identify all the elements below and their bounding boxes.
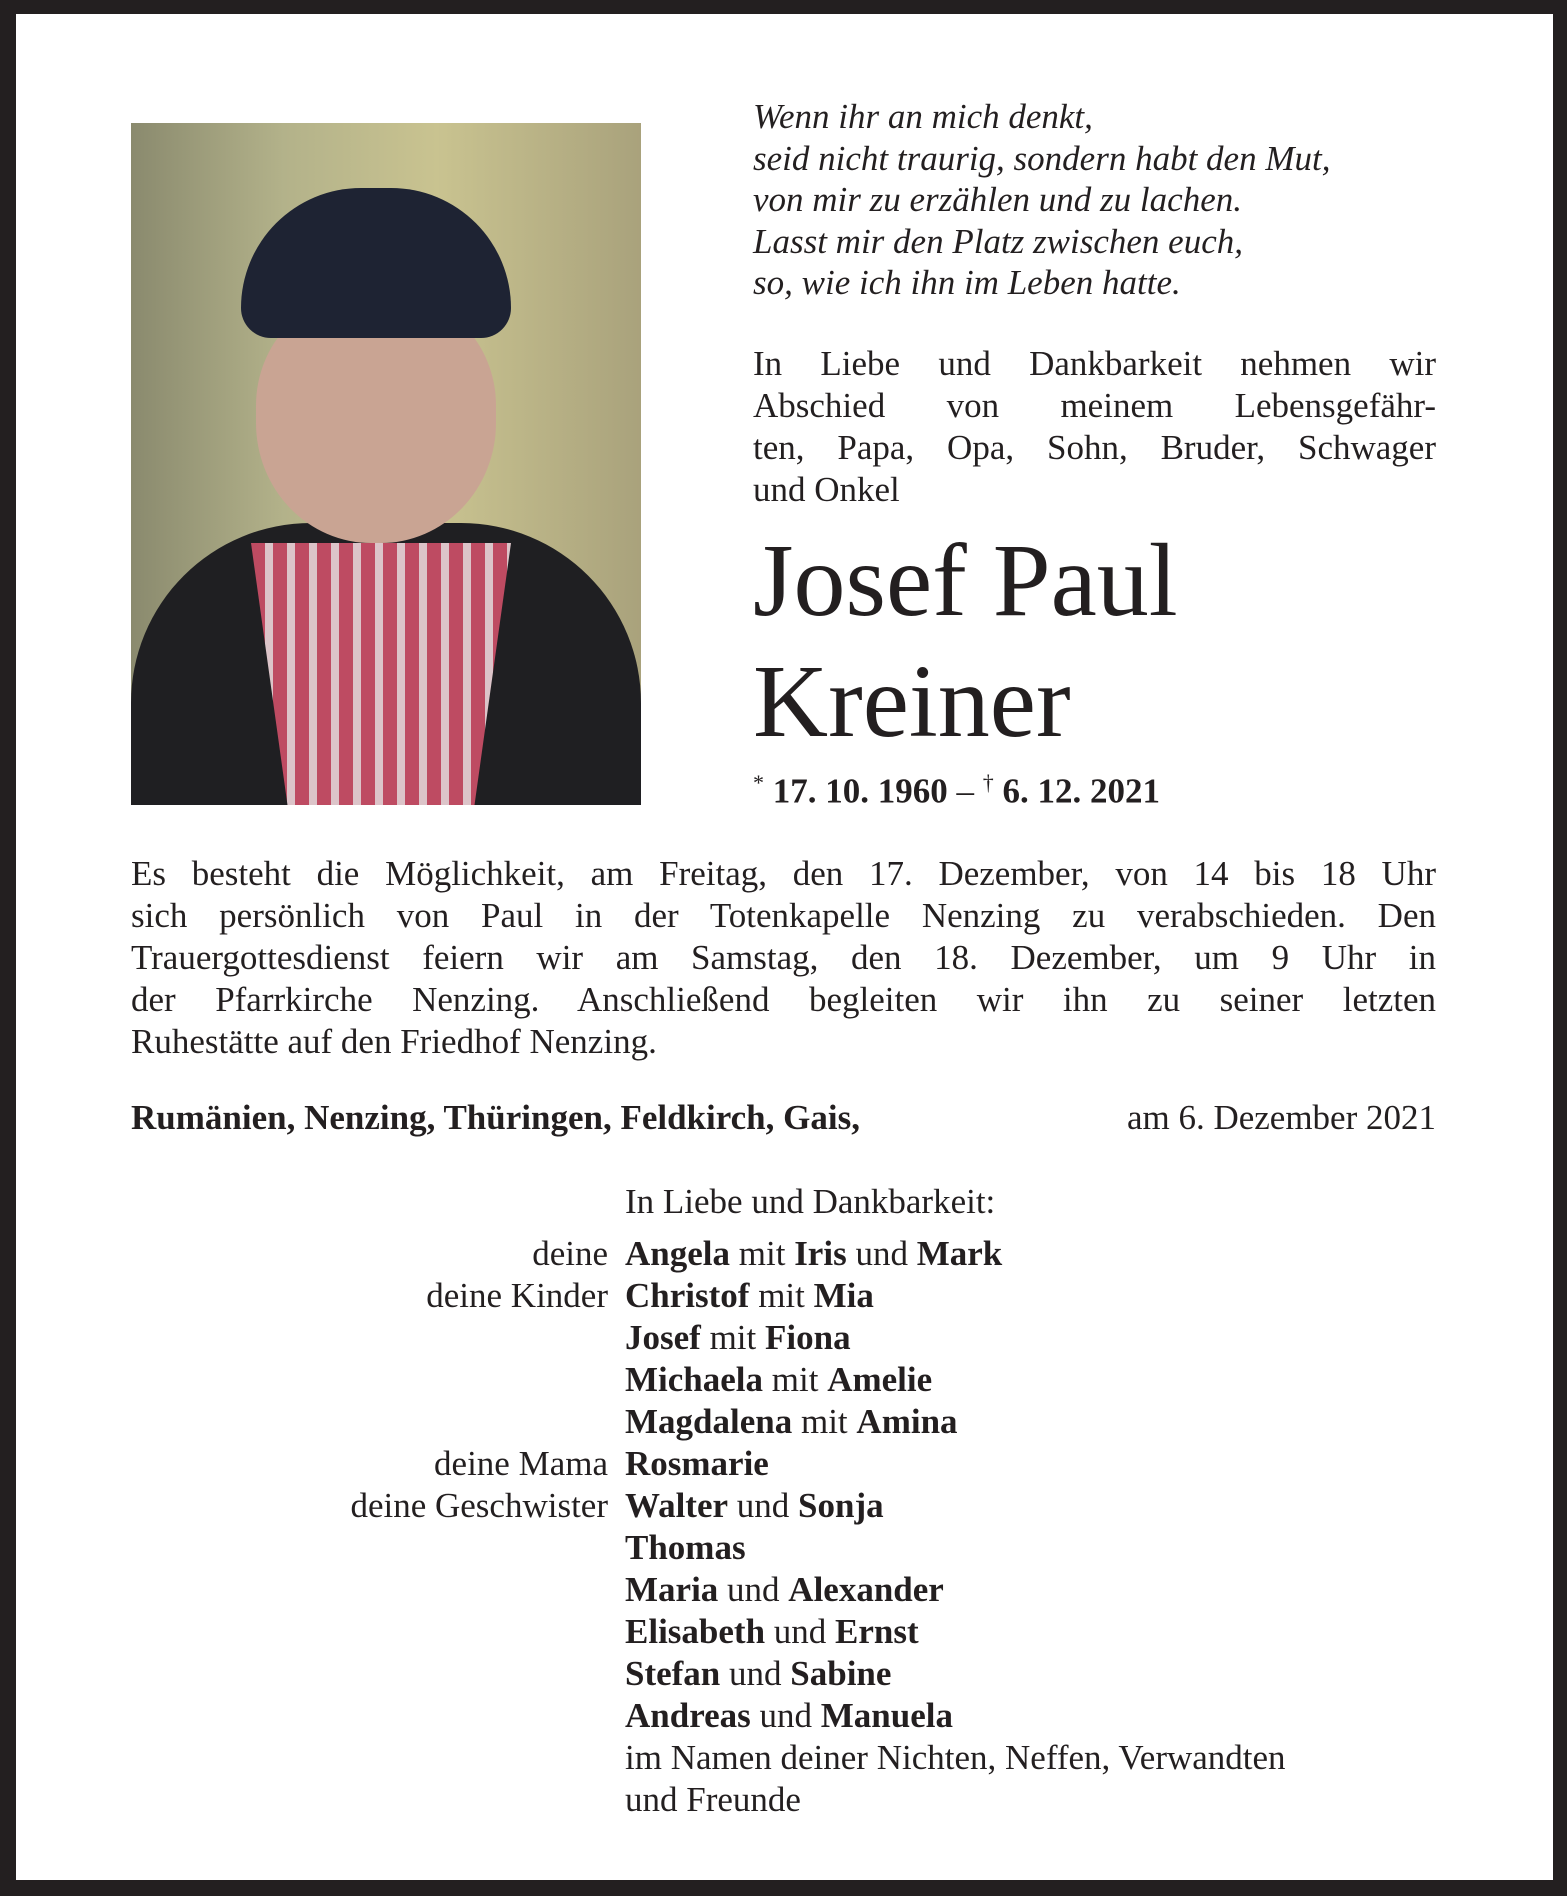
intro-line: ten, Papa, Opa, Sohn, Bruder, Schwager: [753, 428, 1436, 467]
connector-text: mit: [730, 1234, 795, 1273]
relation-label: [0, 1653, 625, 1695]
family-row: [0, 1653, 1567, 1695]
family-row: [0, 1737, 1567, 1779]
family-row: [0, 1359, 1567, 1401]
mourner-name: Alexander: [788, 1570, 944, 1609]
mourner-name: Amelie: [827, 1360, 933, 1399]
poem: [753, 96, 1330, 304]
relation-label: [0, 1527, 625, 1569]
intro-line: In Liebe und Dankbarkeit nehmen wir: [753, 344, 1436, 383]
mourner-names: [625, 1611, 919, 1653]
mourner-name: Amina: [856, 1402, 958, 1441]
mourner-names: [625, 1275, 874, 1317]
mourner-name: Michaela: [625, 1360, 764, 1399]
family-row: [0, 1779, 1567, 1821]
mourner-names: [625, 1443, 769, 1485]
relation-label: [0, 1317, 625, 1359]
mourner-names: [625, 1695, 953, 1737]
intro-line: Abschied von meinem Lebensgefähr-: [753, 386, 1436, 425]
relation-label: [0, 1695, 625, 1737]
family-row: [0, 1275, 1567, 1317]
mourner-name: Josef: [625, 1318, 701, 1357]
mourner-names: [625, 1737, 1286, 1779]
death-symbol: †: [982, 770, 994, 795]
connector-text: und: [750, 1696, 821, 1735]
intro-text: [753, 343, 1436, 511]
connector-text: und: [846, 1234, 917, 1273]
mourner-names: [625, 1233, 1002, 1275]
family-row: [0, 1695, 1567, 1737]
last-name: Kreiner: [753, 644, 1071, 759]
birth-symbol: *: [753, 770, 764, 795]
poem-line: Wenn ihr an mich denkt,: [753, 97, 1093, 136]
poem-line: seid nicht traurig, sondern habt den Mut,: [753, 138, 1331, 178]
mourner-name: Elisabeth: [625, 1612, 766, 1651]
poem-line: Lasst mir den Platz zwischen euch,: [753, 221, 1243, 261]
mourner-names: [625, 1317, 851, 1359]
poem-line: von mir zu erzählen und zu lachen.: [753, 180, 1242, 219]
mourner-name: Sonja: [798, 1486, 884, 1525]
mourner-names: [625, 1569, 944, 1611]
family-row: [0, 1527, 1567, 1569]
mourner-name: Stefan: [625, 1654, 721, 1693]
relation-label: deine Geschwister: [350, 1486, 608, 1525]
details-line: sich persönlich von Paul in der Totenkapelle Nenzing zu verabschieden. Den: [131, 896, 1436, 935]
relation-label: deine Kinder: [426, 1276, 608, 1315]
place-date-line: [131, 1098, 1436, 1138]
mourner-names: [625, 1653, 891, 1695]
mourner-name: Angela: [625, 1234, 730, 1273]
funeral-details: [131, 853, 1436, 1063]
family-row: [0, 1569, 1567, 1611]
connector-text: mit: [792, 1402, 857, 1441]
connector-text: mit: [749, 1276, 814, 1315]
date-separator: –: [947, 771, 983, 811]
details-line: Ruhestätte auf den Friedhof Nenzing.: [131, 1022, 657, 1061]
thanks-heading: In Liebe und Dankbarkeit:: [625, 1182, 996, 1221]
death-date: 6. 12. 2021: [1002, 771, 1160, 811]
family-row: [0, 1443, 1567, 1485]
family-row: [0, 1233, 1567, 1275]
mourner-names: [625, 1779, 801, 1821]
deceased-name: [753, 520, 1178, 762]
relation-label: [0, 1737, 625, 1779]
mourner-name: Andreas: [625, 1696, 751, 1735]
connector-text: und Freunde: [625, 1780, 801, 1819]
mourner-names: [625, 1485, 884, 1527]
connector-text: mit: [700, 1318, 765, 1357]
relation-label: deine Mama: [434, 1444, 608, 1483]
family-row: [0, 1401, 1567, 1443]
first-name: Josef Paul: [753, 523, 1178, 638]
relation-label: [0, 1569, 625, 1611]
mourner-name: Mark: [916, 1234, 1003, 1273]
connector-text: im Namen deiner Nichten, Neffen, Verwandten: [625, 1738, 1286, 1777]
details-line: der Pfarrkirche Nenzing. Anschließend begleiten wir ihn zu seiner letzten: [131, 980, 1436, 1019]
mourner-name: Fiona: [765, 1318, 851, 1357]
places: Rumänien, Nenzing, Thüringen, Feldkirch, Gais,: [131, 1098, 860, 1137]
connector-text: und: [720, 1654, 791, 1693]
details-line: Trauergottesdienst feiern wir am Samstag, den 18. Dezember, um 9 Uhr in: [131, 938, 1436, 977]
life-dates: [753, 770, 1160, 812]
connector-text: und: [728, 1486, 799, 1525]
relation-label: [0, 1359, 625, 1401]
mourner-name: Walter: [625, 1486, 729, 1525]
mourner-name: Magdalena: [625, 1402, 793, 1441]
mourner-name: Manuela: [820, 1696, 953, 1735]
mourner-name: Mia: [813, 1276, 874, 1315]
mourner-name: Christof: [625, 1276, 750, 1315]
notice-date: am 6. Dezember 2021: [1126, 1098, 1436, 1137]
mourner-name: Maria: [625, 1570, 719, 1609]
mourner-names: [625, 1527, 746, 1569]
mourner-name: Rosmarie: [625, 1444, 769, 1483]
poem-line: so, wie ich ihn im Leben hatte.: [753, 263, 1181, 302]
mourner-name: Thomas: [625, 1528, 746, 1567]
connector-text: mit: [763, 1360, 828, 1399]
mourner-name: Iris: [794, 1234, 847, 1273]
connector-text: und: [718, 1570, 789, 1609]
family-list: [0, 1233, 1567, 1821]
intro-line: und Onkel: [753, 470, 900, 509]
family-row: [0, 1611, 1567, 1653]
birth-date: 17. 10. 1960: [772, 771, 948, 811]
family-row: [0, 1317, 1567, 1359]
relation-label: [0, 1779, 625, 1821]
portrait-photo: [131, 123, 641, 805]
relation-label: [0, 1401, 625, 1443]
connector-text: und: [765, 1612, 836, 1651]
family-row: [0, 1485, 1567, 1527]
mourner-names: [625, 1359, 932, 1401]
mourner-name: Sabine: [790, 1654, 892, 1693]
mourner-names: [625, 1401, 958, 1443]
relation-label: [0, 1611, 625, 1653]
relation-label: deine: [532, 1234, 608, 1273]
details-line: Es besteht die Möglichkeit, am Freitag, den 17. Dezember, von 14 bis 18 Uhr: [131, 854, 1436, 893]
mourner-name: Ernst: [835, 1612, 919, 1651]
